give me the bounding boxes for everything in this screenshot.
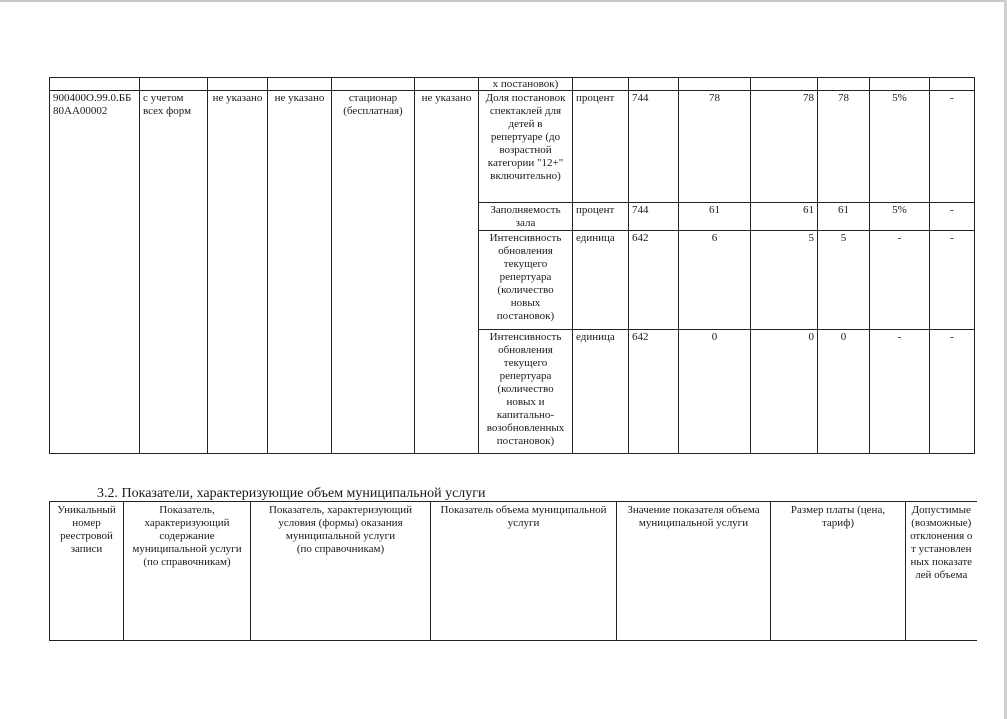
volume-indicators-header-table <box>49 501 977 641</box>
indicator-value-2: 61 <box>751 203 818 231</box>
header-fee: Размер платы (цена, тариф) <box>771 502 906 641</box>
header-conditions-text: Показатель, характеризующий условия (формы) оказания муниципальной услуги <box>268 504 413 542</box>
indicator-name: Интенсивность обновления текущего репертуара (количество новых постановок) <box>479 231 573 330</box>
header-conditions-indicator <box>251 502 431 641</box>
indicator-extra: - <box>930 203 975 231</box>
indicator-deviation: - <box>870 231 930 330</box>
indicator-unit: единица <box>573 231 629 330</box>
header-volume-value: Значение показателя объема муниципальной услуги <box>617 502 771 641</box>
indicator-value-2: 5 <box>751 231 818 330</box>
attr-not-specified-3: не указано <box>415 91 479 454</box>
indicator-name: Доля постановок спектаклей для детей в репертуаре (до возрастной категории "12+" включительно) <box>479 91 573 203</box>
indicator-name: Интенсивность обновления текущего репертуара (количество новых и капитально-возобновленных постановок) <box>479 330 573 454</box>
indicator-value-3: 0 <box>818 330 870 454</box>
indicator-name: Заполняемость зала <box>479 203 573 231</box>
indicator-okei: 642 <box>629 330 679 454</box>
registry-code: 900400О.99.0.ББ80АА00002 <box>50 91 140 454</box>
indicator-deviation: 5% <box>870 203 930 231</box>
header-content-indicator <box>124 502 251 641</box>
table-row <box>50 91 975 203</box>
indicator-value-1: 78 <box>679 91 751 203</box>
indicator-extra: - <box>930 91 975 203</box>
header-conditions-note: (по справочникам) <box>296 543 385 555</box>
indicator-name-continuation: х постановок) <box>479 78 573 91</box>
indicator-value-1: 61 <box>679 203 751 231</box>
indicator-extra: - <box>930 231 975 330</box>
indicator-okei: 744 <box>629 203 679 231</box>
indicator-value-2: 78 <box>751 91 818 203</box>
indicator-okei: 642 <box>629 231 679 330</box>
scan-edge-top <box>0 0 1007 2</box>
indicator-value-1: 6 <box>679 231 751 330</box>
header-content-text: Показатель, характеризующий содержание муниципальной услуги <box>132 504 242 555</box>
service-content: с учетом всех форм <box>140 91 208 454</box>
table-header-row <box>50 502 977 641</box>
indicator-extra: - <box>930 330 975 454</box>
attr-not-specified-2: не указано <box>268 91 332 454</box>
indicator-value-1: 0 <box>679 330 751 454</box>
service-condition: стационар (бесплатная) <box>332 91 415 454</box>
table-row <box>50 78 975 91</box>
indicator-value-2: 0 <box>751 330 818 454</box>
indicator-deviation: - <box>870 330 930 454</box>
header-allowed-deviation: Допустимые (возможные) отклонения от установленных показателей объема <box>906 502 977 641</box>
indicator-okei: 744 <box>629 91 679 203</box>
indicator-unit: процент <box>573 203 629 231</box>
header-volume-indicator: Показатель объема муниципальной услуги <box>431 502 617 641</box>
quality-indicators-table <box>49 77 975 454</box>
indicator-deviation: 5% <box>870 91 930 203</box>
attr-not-specified-1: не указано <box>208 91 268 454</box>
header-content-note: (по справочникам) <box>143 556 231 568</box>
indicator-value-3: 5 <box>818 231 870 330</box>
indicator-unit: процент <box>573 91 629 203</box>
indicator-value-3: 61 <box>818 203 870 231</box>
section-title: 3.2. Показатели, характеризующие объем муниципальной услуги <box>97 486 486 501</box>
indicator-value-3: 78 <box>818 91 870 203</box>
indicator-unit: единица <box>573 330 629 454</box>
header-registry-number: Уникальный номер реестровой записи <box>50 502 124 641</box>
